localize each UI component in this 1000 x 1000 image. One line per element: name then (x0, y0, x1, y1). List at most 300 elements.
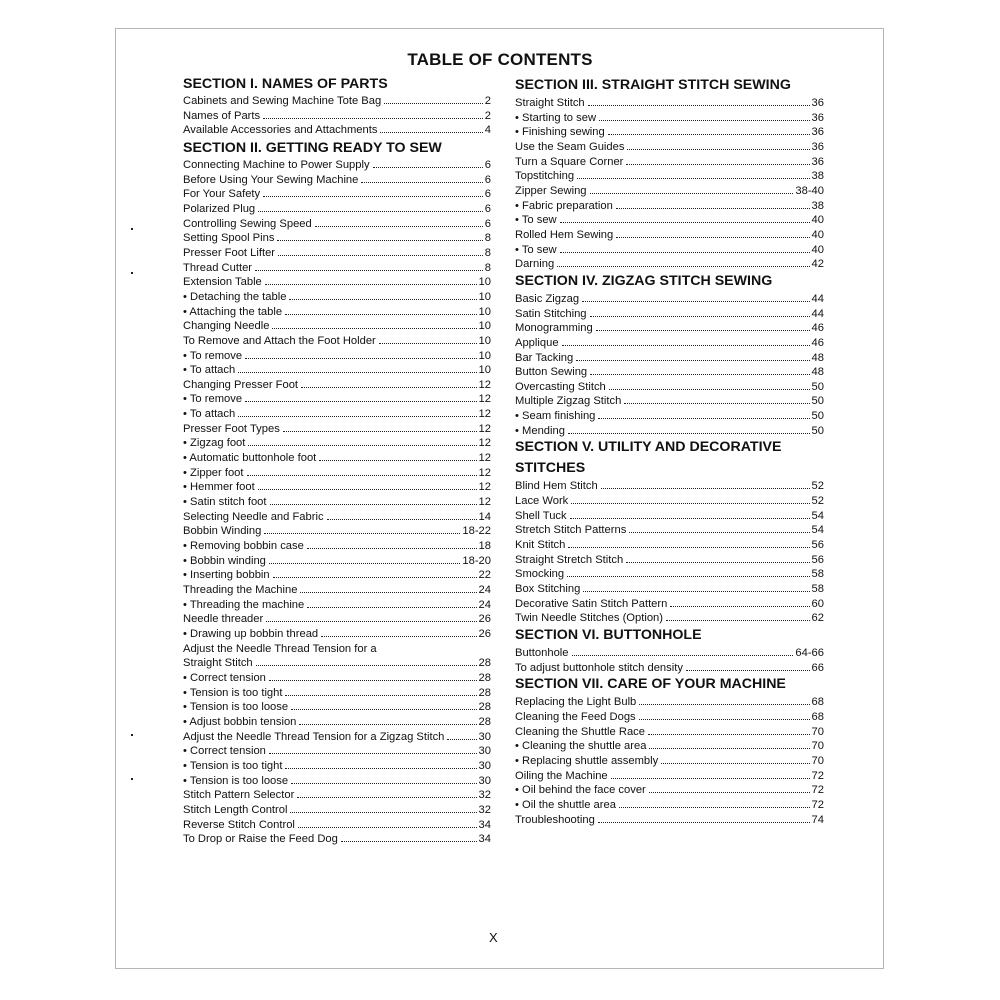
dot-leader (285, 768, 476, 769)
toc-entry-connecting-machine-to-power-supply[interactable] (183, 158, 491, 173)
toc-entry-names-of-parts[interactable] (183, 109, 491, 124)
toc-entry-turn-a-square-corner[interactable] (515, 155, 824, 170)
dot-leader (626, 164, 809, 165)
toc-entry-page: 68 (811, 696, 824, 709)
toc-entry-page: 28 (478, 715, 491, 728)
toc-entry-label: Adjust the Needle Thread Tension for a (183, 642, 377, 655)
toc-entry-page: 32 (478, 803, 491, 816)
toc-entry-label: To Drop or Raise the Feed Dog (183, 833, 338, 846)
toc-entry-label: Turn a Square Corner (515, 155, 624, 168)
toc-entry-label: Threading the Machine (183, 584, 298, 596)
dot-leader (341, 841, 477, 842)
toc-entry-topstitching[interactable] (515, 169, 824, 184)
toc-entry-correct-tension[interactable] (183, 671, 491, 686)
toc-entry-page: 70 (811, 754, 824, 767)
toc-entry-drawing-up-bobbin-thread[interactable] (183, 627, 491, 642)
toc-entry-label: Changing Presser Foot (183, 378, 299, 391)
dot-leader (648, 734, 810, 735)
toc-entry-straight-stitch[interactable] (183, 656, 491, 671)
dot-leader (562, 345, 810, 346)
toc-entry-page: 68 (811, 710, 824, 723)
toc-entry-presser-foot-types[interactable] (183, 422, 491, 437)
toc-entry-label: Oiling the Machine (515, 769, 608, 782)
toc-entry-label: • Satin stitch foot (183, 496, 267, 509)
dot-leader (300, 592, 476, 593)
toc-entry-page: 40 (811, 228, 824, 241)
toc-entry-label: • Bobbin winding (183, 554, 266, 567)
toc-entry-page: 34 (478, 818, 491, 831)
toc-entry-use-the-seam-guides[interactable] (515, 140, 824, 155)
toc-entry-label: Lace Work (515, 495, 569, 508)
toc-entry-to-attach[interactable] (183, 407, 491, 422)
page-title: TABLE OF CONTENTS (407, 50, 593, 69)
toc-entry-label: To Remove and Attach the Foot Holder (183, 334, 376, 347)
toc-entry-label: • To sew (515, 243, 557, 256)
dot-leader (319, 460, 476, 461)
toc-entry-correct-tension[interactable] (183, 744, 491, 759)
toc-entry-before-using-your-sewing-machine[interactable] (183, 173, 491, 188)
toc-entry-label: Needle threader (183, 613, 264, 626)
toc-entry-decorative-satin-stitch-pattern[interactable] (515, 597, 824, 612)
toc-entry-thread-cutter[interactable] (183, 261, 491, 276)
dot-leader (269, 563, 460, 564)
toc-entry-knit-stitch[interactable] (515, 538, 824, 553)
toc-entry-page: 52 (811, 480, 824, 493)
toc-entry-page: 6 (484, 202, 491, 215)
toc-entry-label: Button Sewing (515, 366, 588, 379)
dot-leader (572, 655, 794, 656)
toc-entry-label: • Inserting bobbin (183, 569, 270, 582)
dot-leader (570, 518, 810, 519)
dot-leader (583, 591, 809, 592)
toc-entry-stretch-stitch-patterns[interactable] (515, 523, 824, 538)
dot-leader (608, 134, 810, 135)
toc-entry-tension-is-too-loose[interactable] (183, 774, 491, 789)
toc-entry-threading-the-machine[interactable] (183, 598, 491, 613)
toc-entry-page: 54 (811, 509, 824, 522)
dot-leader (557, 266, 809, 267)
toc-entry-label: Cabinets and Sewing Machine Tote Bag (183, 95, 382, 107)
toc-entry-page: 4 (484, 124, 491, 137)
dot-leader (582, 301, 810, 302)
toc-entry-page: 50 (811, 410, 824, 423)
toc-entry-page: 28 (478, 686, 491, 699)
dot-leader (291, 783, 476, 784)
toc-entry-page: 2 (484, 109, 491, 122)
toc-entry-page: 58 (811, 583, 824, 596)
toc-entry-bobbin-winding[interactable] (183, 554, 491, 569)
toc-entry-label: Straight Stitch (183, 657, 253, 670)
toc-entry-troubleshooting[interactable] (515, 813, 824, 828)
toc-entry-button-sewing[interactable] (515, 365, 824, 380)
toc-entry-bobbin-winding[interactable] (183, 524, 491, 539)
toc-entry-satin-stitch-foot[interactable] (183, 495, 491, 510)
toc-entry-attaching-the-table[interactable] (183, 305, 491, 320)
toc-entry-page: 44 (811, 292, 824, 305)
toc-entry-page: 72 (811, 769, 824, 782)
dot-leader (277, 240, 482, 241)
toc-entry-label: Rolled Hem Sewing (515, 228, 614, 241)
toc-entry-page: 56 (811, 539, 824, 552)
toc-entry-needle-threader[interactable] (183, 612, 491, 627)
section-heading: SECTION II. GETTING READY TO SEW (183, 139, 442, 156)
toc-entry-setting-spool-pins[interactable] (183, 231, 491, 246)
toc-entry-automatic-buttonhole-foot[interactable] (183, 451, 491, 466)
toc-entry-darning[interactable] (515, 257, 824, 272)
toc-entry-label: Darning (515, 258, 555, 271)
toc-entry-reverse-stitch-control[interactable] (183, 818, 491, 833)
toc-entry-label: Presser Foot Types (183, 422, 280, 435)
dot-leader (560, 222, 810, 223)
dot-leader (301, 387, 477, 388)
toc-entry-page: 10 (478, 305, 491, 318)
toc-entry-zigzag-foot[interactable] (183, 436, 491, 451)
toc-entry-label: Replacing the Light Bulb (515, 696, 637, 709)
toc-entry-cleaning-the-shuttle-race[interactable] (515, 725, 824, 740)
toc-entry-page: 54 (811, 524, 824, 537)
toc-entry-label: Stitch Pattern Selector (183, 789, 295, 802)
toc-entry-label: • Oil behind the face cover (515, 784, 646, 797)
dot-leader (290, 812, 476, 813)
toc-entry-label: Controlling Sewing Speed (183, 217, 312, 230)
toc-entry-page: 72 (811, 798, 824, 811)
dot-leader (307, 607, 476, 608)
toc-entry-page: 50 (811, 424, 824, 437)
dot-leader (670, 606, 809, 607)
toc-entry-zipper-foot[interactable] (183, 466, 491, 481)
dot-leader (609, 389, 810, 390)
toc-entry-page: 56 (811, 553, 824, 566)
toc-entry-tension-is-too-tight[interactable] (183, 686, 491, 701)
toc-entry-page: 18-22 (462, 525, 491, 538)
toc-entry-available-accessories-and-attachments[interactable] (183, 123, 491, 138)
toc-entry-finishing-sewing[interactable] (515, 125, 824, 140)
toc-entry-changing-needle[interactable] (183, 319, 491, 334)
dot-leader (661, 763, 809, 764)
toc-entry-tension-is-too-tight[interactable] (183, 759, 491, 774)
toc-entry-cabinets-and-sewing-machine-tote-bag[interactable] (183, 94, 491, 109)
toc-entry-page: 70 (811, 740, 824, 753)
toc-entry-twin-needle-stitches-option[interactable] (515, 611, 824, 626)
toc-entry-label: • To sew (515, 214, 557, 227)
toc-entry-page: 36 (811, 111, 824, 124)
toc-entry-page: 40 (811, 243, 824, 256)
toc-entry-straight-stitch[interactable] (515, 96, 824, 111)
toc-entry-to-remove[interactable] (183, 349, 491, 364)
toc-entry-page: 12 (478, 466, 491, 479)
toc-entry-multiple-zigzag-stitch[interactable] (515, 394, 824, 409)
dot-leader (568, 547, 809, 548)
toc-entry-page: 28 (478, 671, 491, 684)
dot-leader (568, 433, 810, 434)
toc-entry-label: • Seam finishing (515, 410, 596, 423)
toc-entry-mending[interactable] (515, 424, 824, 439)
dot-leader (270, 504, 477, 505)
toc-entry-label: Selecting Needle and Fabric (183, 510, 324, 523)
toc-entry-to-remove-and-attach-the-foot-holder[interactable] (183, 334, 491, 349)
toc-entry-page: 58 (811, 568, 824, 581)
toc-entry-label: Use the Seam Guides (515, 140, 625, 153)
toc-entry-buttonhole[interactable] (515, 646, 824, 661)
dot-leader (273, 577, 477, 578)
toc-entry-label: Buttonhole (515, 647, 569, 659)
toc-entry-page: 30 (478, 774, 491, 787)
toc-entry-label: • Correct tension (183, 745, 266, 758)
toc-entry-extension-table[interactable] (183, 275, 491, 290)
page-number: X (489, 930, 498, 945)
dot-leader (265, 284, 477, 285)
toc-entry-polarized-plug[interactable] (183, 202, 491, 217)
toc-entry-label: Blind Hem Stitch (515, 480, 598, 493)
dot-leader (576, 360, 809, 361)
toc-entry-cleaning-the-feed-dogs[interactable] (515, 710, 824, 725)
toc-entry-label: Applique (515, 336, 559, 349)
toc-entry-page: 64-66 (795, 647, 824, 659)
toc-entry-to-drop-or-raise-the-feed-dog[interactable] (183, 832, 491, 847)
toc-entry-page: 38 (811, 170, 824, 183)
toc-entry-smocking[interactable] (515, 567, 824, 582)
toc-entry-selecting-needle-and-fabric[interactable] (183, 510, 491, 525)
toc-entry-straight-stretch-stitch[interactable] (515, 553, 824, 568)
toc-entry-page: 26 (478, 613, 491, 626)
toc-entry-page: 38-40 (795, 184, 824, 197)
toc-entry-label: Monogramming (515, 322, 593, 335)
toc-entry-starting-to-sew[interactable] (515, 111, 824, 126)
toc-entry-label: • Fabric preparation (515, 199, 613, 212)
toc-entry-label: • To attach (183, 408, 236, 421)
section-heading: SECTION VII. CARE OF YOUR MACHINE (515, 676, 786, 693)
toc-entry-label: Overcasting Stitch (515, 380, 606, 393)
toc-entry-basic-zigzag[interactable] (515, 292, 824, 307)
dot-leader (639, 719, 810, 720)
dot-leader (590, 316, 810, 317)
toc-entry-page: 10 (478, 320, 491, 333)
toc-entry-page: 30 (478, 730, 491, 743)
toc-entry-stitch-length-control[interactable] (183, 803, 491, 818)
toc-entry-page: 24 (478, 584, 491, 596)
dot-leader (297, 797, 476, 798)
toc-entry-changing-presser-foot[interactable] (183, 378, 491, 393)
dot-leader (616, 237, 809, 238)
toc-entry-shell-tuck[interactable] (515, 509, 824, 524)
dot-leader (321, 636, 476, 637)
dot-leader (571, 503, 809, 504)
toc-entry-adjust-the-needle-thread-tension-for-a-zigzag-stitch[interactable] (183, 730, 491, 745)
toc-entry-label: • Mending (515, 424, 565, 437)
toc-entry-page: 6 (484, 217, 491, 230)
toc-entry-page: 36 (811, 155, 824, 168)
toc-entry-page: 8 (484, 246, 491, 259)
toc-entry-label: • Automatic buttonhole foot (183, 452, 317, 465)
dot-leader (248, 445, 476, 446)
toc-entry-label: Adjust the Needle Thread Tension for a Zigzag Stitch (183, 730, 445, 743)
toc-entry-label: For Your Safety (183, 188, 261, 201)
toc-entry-blind-hem-stitch[interactable] (515, 479, 824, 494)
dot-leader (567, 576, 809, 577)
dot-leader (626, 562, 809, 563)
toc-entry-page: 12 (478, 481, 491, 494)
toc-entry-page: 10 (478, 349, 491, 362)
toc-entry-tension-is-too-loose[interactable] (183, 700, 491, 715)
toc-entry-presser-foot-lifter[interactable] (183, 246, 491, 261)
toc-entry-label: Straight Stretch Stitch (515, 553, 624, 566)
toc-entry-zipper-sewing[interactable] (515, 184, 824, 199)
section-heading: SECTION V. UTILITY AND DECORATIVE (515, 439, 782, 456)
toc-entry-satin-stitching[interactable] (515, 307, 824, 322)
dot-leader (560, 252, 810, 253)
toc-entry-rolled-hem-sewing[interactable] (515, 228, 824, 243)
toc-entry-page: 32 (478, 789, 491, 802)
toc-entry-label: Before Using Your Sewing Machine (183, 173, 359, 186)
section-heading: SECTION VI. BUTTONHOLE (515, 627, 702, 643)
toc-entry-controlling-sewing-speed[interactable] (183, 217, 491, 232)
dot-leader (380, 132, 482, 133)
toc-entry-stitch-pattern-selector[interactable] (183, 788, 491, 803)
margin-mark (131, 734, 133, 736)
toc-entry-oiling-the-machine[interactable] (515, 769, 824, 784)
dot-leader (596, 330, 810, 331)
dot-leader (255, 270, 483, 271)
toc-entry-inserting-bobbin[interactable] (183, 568, 491, 583)
toc-entry-label: Presser Foot Lifter (183, 246, 276, 259)
toc-entry-page: 8 (484, 232, 491, 245)
dot-leader (298, 827, 477, 828)
dot-leader (299, 724, 476, 725)
toc-entry-page: 42 (811, 258, 824, 271)
dot-leader (269, 680, 477, 681)
section-heading: SECTION I. NAMES OF PARTS (183, 76, 388, 92)
toc-entry-label: Decorative Satin Stitch Pattern (515, 597, 668, 610)
dot-leader (649, 792, 810, 793)
dot-leader (611, 778, 810, 779)
toc-entry-page: 52 (811, 495, 824, 508)
toc-entry-label: Reverse Stitch Control (183, 818, 295, 831)
toc-entry-label: Names of Parts (183, 109, 261, 122)
toc-entry-label: Changing Needle (183, 320, 270, 333)
toc-entry-label: Twin Needle Stitches (Option) (515, 612, 663, 625)
toc-entry-label: • To remove (183, 393, 243, 406)
toc-entry-page: 40 (811, 214, 824, 227)
dot-leader (238, 416, 476, 417)
toc-entry-label: • Tension is too tight (183, 686, 283, 699)
toc-entry-hemmer-foot[interactable] (183, 480, 491, 495)
toc-entry-page: 72 (811, 784, 824, 797)
toc-entry-threading-the-machine[interactable] (183, 583, 491, 598)
toc-entry-monogramming[interactable] (515, 321, 824, 336)
dot-leader (315, 226, 483, 227)
toc-entry-page: 10 (478, 334, 491, 347)
toc-entry-page: 24 (478, 598, 491, 611)
toc-entry-to-sew[interactable] (515, 213, 824, 228)
toc-entry-page: 12 (478, 422, 491, 435)
toc-entry-box-stitching[interactable] (515, 582, 824, 597)
toc-entry-oil-the-shuttle-area[interactable] (515, 798, 824, 813)
toc-entry-page: 36 (811, 126, 824, 139)
toc-entry-label: Satin Stitching (515, 307, 587, 320)
toc-entry-label: Basic Zigzag (515, 292, 580, 305)
dot-leader (598, 822, 810, 823)
toc-right-column (515, 76, 824, 827)
toc-entry-label: • To remove (183, 349, 243, 362)
toc-entry-to-remove[interactable] (183, 392, 491, 407)
toc-entry-to-adjust-buttonhole-stitch-density[interactable] (515, 661, 824, 676)
toc-entry-overcasting-stitch[interactable] (515, 380, 824, 395)
toc-entry-label: Extension Table (183, 276, 262, 289)
toc-entry-page: 50 (811, 380, 824, 393)
toc-entry-label: Box Stitching (515, 583, 581, 596)
dot-leader (639, 704, 809, 705)
toc-entry-page: 6 (484, 188, 491, 201)
toc-entry-label: Multiple Zigzag Stitch (515, 395, 622, 408)
toc-entry-label: Polarized Plug (183, 202, 256, 215)
toc-entry-page: 34 (478, 833, 491, 846)
toc-entry-applique[interactable] (515, 336, 824, 351)
toc-entry-page: 14 (478, 510, 491, 523)
toc-entry-label: • Zigzag foot (183, 437, 246, 450)
toc-entry-label: Thread Cutter (183, 261, 253, 274)
section-heading: SECTION IV. ZIGZAG STITCH SEWING (515, 272, 773, 289)
toc-entry-page: 8 (484, 261, 491, 274)
toc-entry-label: Cleaning the Feed Dogs (515, 710, 636, 723)
dot-leader (263, 196, 483, 197)
toc-entry-page: 26 (478, 627, 491, 640)
toc-entry-page: 18-20 (462, 554, 491, 567)
toc-entry-label: Available Accessories and Attachments (183, 124, 378, 137)
toc-entry-detaching-the-table[interactable] (183, 290, 491, 305)
toc-entry-page: 18 (478, 540, 491, 553)
dot-leader (384, 103, 483, 104)
toc-entry-page: 12 (478, 408, 491, 421)
dot-leader (258, 489, 477, 490)
toc-entry-bar-tacking[interactable] (515, 351, 824, 366)
toc-entry-page: 28 (478, 701, 491, 714)
toc-entry-cleaning-the-shuttle-area[interactable] (515, 739, 824, 754)
toc-entry-oil-behind-the-face-cover[interactable] (515, 783, 824, 798)
dot-leader (263, 118, 483, 119)
toc-entry-page: 12 (478, 452, 491, 465)
dot-leader (258, 211, 483, 212)
toc-entry-label: • Threading the machine (183, 598, 305, 611)
dot-leader (278, 255, 483, 256)
toc-entry-removing-bobbin-case[interactable] (183, 539, 491, 554)
toc-entry-label: • Oil the shuttle area (515, 798, 616, 811)
toc-entry-label: Knit Stitch (515, 539, 566, 552)
toc-entry-label: Cleaning the Shuttle Race (515, 725, 645, 738)
toc-entry-to-attach[interactable] (183, 363, 491, 378)
toc-entry-lace-work[interactable] (515, 494, 824, 509)
dot-leader (361, 182, 482, 183)
toc-entry-page: 48 (811, 351, 824, 364)
toc-entry-replacing-the-light-bulb[interactable] (515, 695, 824, 710)
toc-entry-seam-finishing[interactable] (515, 409, 824, 424)
toc-entry-page: 38 (811, 199, 824, 212)
toc-entry-to-sew[interactable] (515, 243, 824, 258)
toc-entry-label: Bar Tacking (515, 351, 574, 364)
toc-entry-adjust-the-needle-thread-tension-for-a[interactable] (183, 642, 491, 657)
toc-entry-label: Bobbin Winding (183, 525, 262, 538)
dot-leader (285, 314, 476, 315)
dot-leader (379, 343, 477, 344)
toc-entry-label: • To attach (183, 364, 236, 377)
toc-entry-page: 46 (811, 336, 824, 349)
toc-entry-for-your-safety[interactable] (183, 187, 491, 202)
toc-entry-adjust-bobbin-tension[interactable] (183, 715, 491, 730)
dot-leader (447, 739, 476, 740)
toc-entry-fabric-preparation[interactable] (515, 199, 824, 214)
toc-entry-label: Shell Tuck (515, 509, 567, 522)
toc-entry-label: • Detaching the table (183, 290, 287, 303)
toc-entry-replacing-shuttle-assembly[interactable] (515, 754, 824, 769)
